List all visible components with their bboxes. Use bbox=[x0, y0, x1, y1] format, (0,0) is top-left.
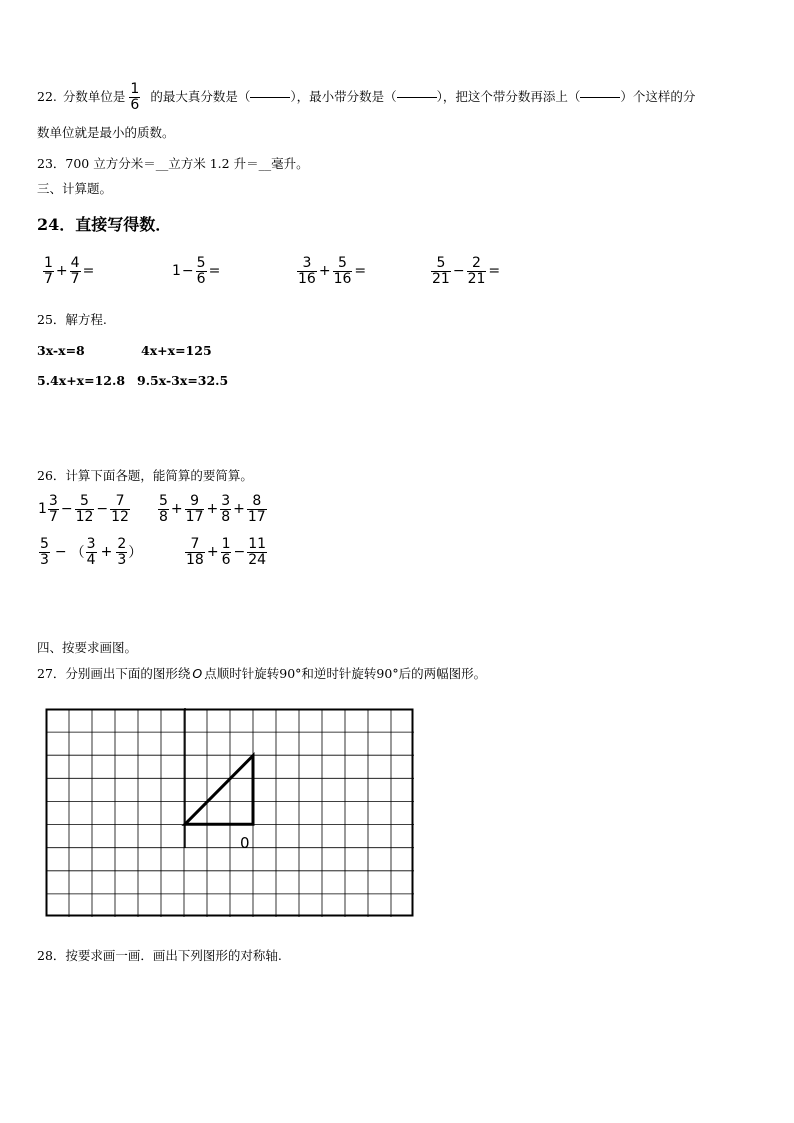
q22-blank-3[interactable] bbox=[580, 97, 620, 98]
q22-blank-1[interactable] bbox=[250, 97, 290, 98]
section3-heading: 三、计算题。 bbox=[37, 181, 113, 196]
q22-line2: 数单位就是最小的质数。 bbox=[37, 125, 175, 140]
q25-eq-4: 9.5x-3x=32.5 bbox=[137, 373, 229, 388]
triangle-shape bbox=[185, 756, 253, 825]
point-o-label: 0 bbox=[240, 834, 250, 852]
q28-text: 28．按要求画一画．画出下列图形的对称轴. bbox=[37, 948, 282, 963]
q22-number: 22. bbox=[37, 88, 57, 104]
q26-expr-2: $\frac{5}{8}$ + $\frac{9}{17}$ + $\frac{3}{8}$ + $\frac{8}{17}$ bbox=[159, 493, 266, 525]
q25-eq-3: 5.4x+x=12.8 bbox=[37, 373, 126, 388]
q26-expr-3: $\frac{5}{3}$ − （ $\frac{3}{4}$ + $\frac{2}{3}$ ） bbox=[40, 536, 143, 568]
q22-line1 bbox=[37, 82, 695, 112]
q22-part2: ），最小带分数是（ bbox=[290, 88, 397, 104]
q24-title: 24．直接写得数． bbox=[37, 215, 172, 234]
grid-border bbox=[47, 710, 413, 916]
q24-item-1: $\frac{1}{7}$ + $\frac{4}{7}$ = bbox=[44, 255, 95, 287]
q22-fraction: $\frac{1}{6}$ bbox=[130, 81, 140, 113]
q26-title: 26．计算下面各题，能简算的要简算。 bbox=[37, 468, 253, 483]
q22-prefix: 分数单位是 bbox=[62, 88, 126, 104]
grid-figure bbox=[45, 708, 415, 918]
q22-part1: 的最大真分数是（ bbox=[150, 88, 251, 104]
q22-part3: ），把这个带分数再添上（ bbox=[436, 88, 581, 104]
q22-part4: ）个这样的分 bbox=[620, 88, 696, 104]
q25-eq-1: 3x-x=8 bbox=[37, 343, 85, 358]
q23-text: 23．700 立方分米＝__立方米 1.2 升＝__毫升。 bbox=[37, 156, 309, 171]
q27-text: 27．分别画出下面的图形绕 O 点顺时针旋转90°和逆时针旋转90°后的两幅图形。 bbox=[37, 666, 487, 681]
q25-title: 25．解方程. bbox=[37, 312, 107, 327]
grid-lines bbox=[46, 709, 414, 917]
q26-expr-1: 1 $\frac{3}{7}$ − $\frac{5}{12}$ − $\frac{7}{12}$ bbox=[38, 493, 129, 525]
rotation-grid bbox=[45, 708, 415, 922]
q26-expr-4: $\frac{7}{18}$ + $\frac{1}{6}$ − $\frac{11}{24}$ bbox=[186, 536, 267, 568]
section4-heading: 四、按要求画图。 bbox=[37, 640, 138, 655]
q24-item-4: $\frac{5}{21}$ − $\frac{2}{21}$ = bbox=[432, 255, 501, 287]
q24-item-3: $\frac{3}{16}$ + $\frac{5}{16}$ = bbox=[298, 255, 367, 287]
q27-point-o: O bbox=[192, 666, 203, 681]
q22-blank-2[interactable] bbox=[397, 97, 437, 98]
q24-item-2: 1 − $\frac{5}{6}$ = bbox=[172, 255, 221, 287]
q25-eq-2: 4x+x=125 bbox=[141, 343, 212, 358]
